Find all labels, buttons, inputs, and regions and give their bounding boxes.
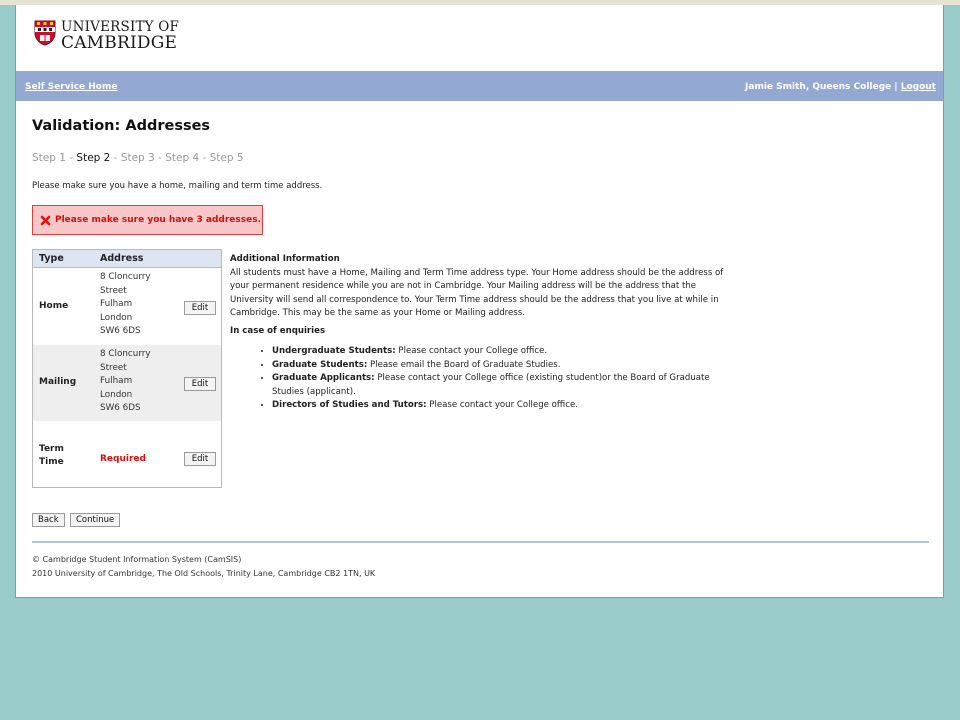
error-banner: [32, 205, 263, 235]
additional-information: [230, 253, 730, 413]
address-type: Mailing: [39, 377, 77, 387]
error-message: Please make sure you have 3 addresses.: [55, 215, 261, 225]
footer: [32, 553, 375, 580]
info-heading: Additional Information: [230, 254, 340, 264]
list-item: [272, 372, 730, 399]
step-separator: -: [154, 152, 166, 164]
step-separator: -: [110, 152, 121, 164]
nav-separator: |: [894, 82, 898, 92]
address-table: [32, 249, 222, 488]
back-button[interactable]: Back: [32, 513, 65, 527]
step-separator: -: [65, 152, 77, 164]
step-5: Step 5: [209, 152, 244, 164]
address-line: 8 Cloncurry: [100, 272, 151, 282]
footer-address: 2010 University of Cambridge, The Old Schools, Trinity Lane, Cambridge CB2 1TN, UK: [32, 568, 376, 578]
logo-wordmark: [61, 20, 179, 52]
address-type: Home: [39, 301, 69, 311]
footer-divider: [32, 541, 929, 543]
address-line: London: [100, 312, 133, 323]
enquiry-label: Directors of Studies and Tutors:: [272, 400, 427, 410]
address-table-header: [33, 250, 221, 268]
continue-button[interactable]: Continue: [70, 513, 120, 527]
address-row-home: [33, 268, 221, 344]
enquiry-text: Please email the Board of Graduate Studies.: [367, 359, 561, 370]
info-body: All students must have a Home, Mailing and Term Time address type. Your Home address should be the address of your permanent residence while you are not in Cambridge. Your Mailing address will be the address that the University will send all correspondence to. Your Term Time address should be the address that you live at while in Cambridge. This may be the same as your Home or Mailing address.: [230, 267, 724, 318]
enquiry-text: Please contact your College office.: [395, 346, 548, 356]
step-separator: -: [199, 152, 210, 164]
address-row-term-time: [33, 422, 221, 487]
edit-home-button[interactable]: Edit: [184, 301, 216, 315]
address-line: SW6 6DS: [100, 403, 141, 414]
address-type-line: Term: [39, 444, 64, 454]
enquiry-text: Please contact your College office (existing student)or the Board of Graduate Studies (applicant).: [272, 373, 710, 397]
column-header-address: Address: [100, 253, 144, 264]
error-x-icon: [40, 215, 51, 226]
page-title: Validation: Addresses: [32, 118, 211, 134]
column-header-type: Type: [39, 253, 64, 264]
step-3: Step 3: [120, 152, 155, 164]
step-1: Step 1: [32, 152, 66, 164]
step-4: Step 4: [165, 152, 200, 164]
edit-mailing-button[interactable]: Edit: [184, 377, 216, 391]
enquiry-text: Please contact your College office.: [426, 400, 578, 410]
address-type-line: Time: [39, 457, 64, 467]
list-item: [272, 399, 730, 413]
page-container: [15, 5, 944, 598]
enquiries-heading: In case of enquiries: [230, 325, 326, 336]
logo-line-2: CAMBRIDGE: [61, 33, 178, 53]
enquiry-label: Graduate Students:: [272, 359, 368, 370]
address-line: Fulham: [100, 299, 133, 310]
list-item: [272, 359, 730, 373]
logo-line-1: UNIVERSITY OF: [61, 19, 180, 35]
list-item: [272, 345, 730, 359]
intro-text: Please make sure you have a home, mailing and term time address.: [32, 181, 323, 191]
address-line: Fulham: [100, 376, 133, 387]
address-row-mailing: [33, 345, 221, 421]
enquiry-label: Undergraduate Students:: [272, 346, 396, 356]
address-line: London: [100, 389, 133, 400]
user-name-college: Jamie Smith, Queens College: [745, 82, 892, 92]
cambridge-crest-icon: [34, 20, 56, 46]
step-indicator: [32, 152, 244, 164]
enquiry-label: Graduate Applicants:: [272, 373, 375, 383]
step-2: Step 2: [76, 152, 111, 164]
edit-term-time-button[interactable]: Edit: [184, 452, 216, 466]
self-service-home-link[interactable]: Self Service Home: [25, 82, 118, 92]
footer-copyright: © Cambridge Student Information System (CamSIS): [32, 555, 242, 564]
address-line: Street: [100, 285, 127, 296]
user-info: [745, 82, 936, 92]
address-type: [39, 443, 64, 469]
address-line: 8 Cloncurry: [100, 349, 151, 359]
enquiries-list: [230, 345, 730, 413]
address-line: Street: [100, 362, 127, 373]
address-lines: [100, 271, 151, 339]
address-lines: [100, 348, 151, 416]
logout-link[interactable]: Logout: [900, 82, 936, 92]
address-line: SW6 6DS: [100, 326, 141, 337]
required-status: Required: [100, 454, 146, 464]
top-navbar: [16, 71, 943, 101]
